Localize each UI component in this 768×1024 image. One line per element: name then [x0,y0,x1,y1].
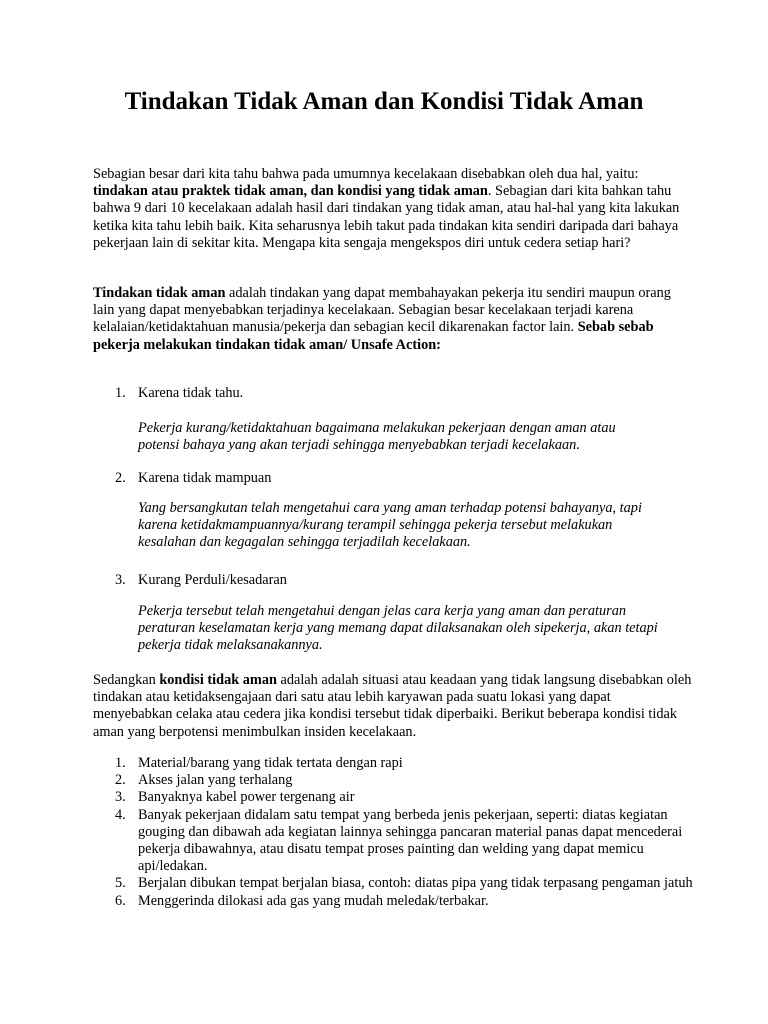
condition-text: Berjalan dibukan tempat berjalan biasa, contoh: diatas pipa yang tidak terpasang pengaman jatuh [138,875,693,892]
unsafe-action-text: adalah tindakan yang dapat membahayakan pekerja itu sendiri maupun orang lain yang dapat menyebabkan terjadinya kecelakaan. Sebagian besar kecelakaan terjadi karena kelalaian/ketidaktahuan manusia/pekerja dan sebagian kecil dikarenakan factor lain. [93,285,671,336]
unsafe-action-causes-heading: Sebab sebab pekerja melakukan tindakan tidak aman/ Unsafe Action: [93,319,654,353]
reason-label: Karena tidak tahu. [138,385,244,401]
reason-label: Karena tidak mampuan [138,470,272,486]
intro-bold: tindakan atau praktek tidak aman, dan kondisi yang tidak aman [93,183,488,200]
reason-description: Yang bersangkutan telah mengetahui cara yang aman terhadap potensi bahayanya, tapi karena ketidakmampuannya/kurang terampil sehingga pekerja tersebut melakukan kesalahan dan kegagalan sehingga terjadilah kecelakaan. [138,500,642,551]
reason-label: Kurang Perduli/kesadaran [138,572,287,588]
unsafe-condition-text-1: Sedangkan [93,672,160,688]
list-item [93,789,693,806]
condition-text: Banyak pekerjaan didalam satu tempat yang berbeda jenis pekerjaan, seperti: diatas kegiatan gouging dan dibawah ada kegiatan lainnya sehingga pancaran material panas dapat mencederai pekerja dibawahnya, atau disatu tempat proses painting dan welding yang dapat memicu api/ledakan. [138,806,683,875]
unsafe-condition-text-2: adalah adalah situasi atau keadaan yang tidak langsung disebabkan oleh tindakan atau ketidaksengajaan dari satu atau lebih karyawan pada suatu lokasi yang dapat menyebabkan celaka atau cedera jika kondisi tersebut tidak diperbaiki. Berikut beberapa kondisi tidak aman yang berpotensi menimbulkan insiden kecelakaan. [93,672,692,740]
unsafe-action-term: Tindakan tidak aman [93,285,226,301]
condition-number: 3. [115,789,126,806]
condition-number: 6. [115,892,126,909]
list-item [93,875,693,892]
intro-text-2: . Sebagian dari kita bahkan tahu bahwa 9 dari 10 kecelakaan adalah hasil dari tindakan yang tidak aman, atau hal-hal yang kita lakukan ketika kita tahu lebih baik. Kita seharusnya lebih takut pada tindakan kita sendiri daripada dari bahaya pekerjaan lain di sekitar kita. Mengapa kita sengaja mengekspos diri untuk cedera setiap hari? [93,183,680,251]
condition-number: 5. [115,875,126,892]
reason-description: Pekerja tersebut telah mengetahui dengan jelas cara kerja yang aman dan peraturan peraturan keselamatan kerja yang memang dapat dilaksanakan oleh sipekerja, akan tetapi pekerja tidak melaksanakannya. [138,603,658,654]
unsafe-condition-paragraph [93,672,693,741]
condition-number: 2. [115,772,126,789]
condition-number: 4. [115,806,126,823]
reason-number: 1. [115,385,126,401]
unsafe-action-paragraph [93,285,693,354]
list-item [93,893,693,910]
condition-text: Material/barang yang tidak tertata dengan rapi [138,755,403,771]
unsafe-condition-term: kondisi tidak aman [159,672,277,688]
reason-number: 3. [115,572,126,588]
condition-text: Menggerinda dilokasi ada gas yang mudah meledak/terbakar. [138,892,489,909]
reason-number: 2. [115,470,126,486]
conditions-list [93,755,693,910]
condition-text: Akses jalan yang terhalang [138,772,293,789]
intro-text-1: Sebagian besar dari kita tahu bahwa pada umumnya kecelakaan disebabkan oleh dua hal, yaitu: [93,166,639,182]
reason-description: Pekerja kurang/ketidaktahuan bagaimana melakukan pekerjaan dengan aman atau potensi bahaya yang akan terjadi sehingga menyebabkan terjadi kecelakaan. [138,420,616,454]
list-item [93,807,693,876]
condition-text: Banyaknya kabel power tergenang air [138,789,355,806]
intro-paragraph [93,166,693,252]
list-item [93,755,693,772]
document-title: Tindakan Tidak Aman dan Kondisi Tidak Aman [124,88,644,115]
condition-number: 1. [115,755,126,771]
list-item [93,772,693,789]
